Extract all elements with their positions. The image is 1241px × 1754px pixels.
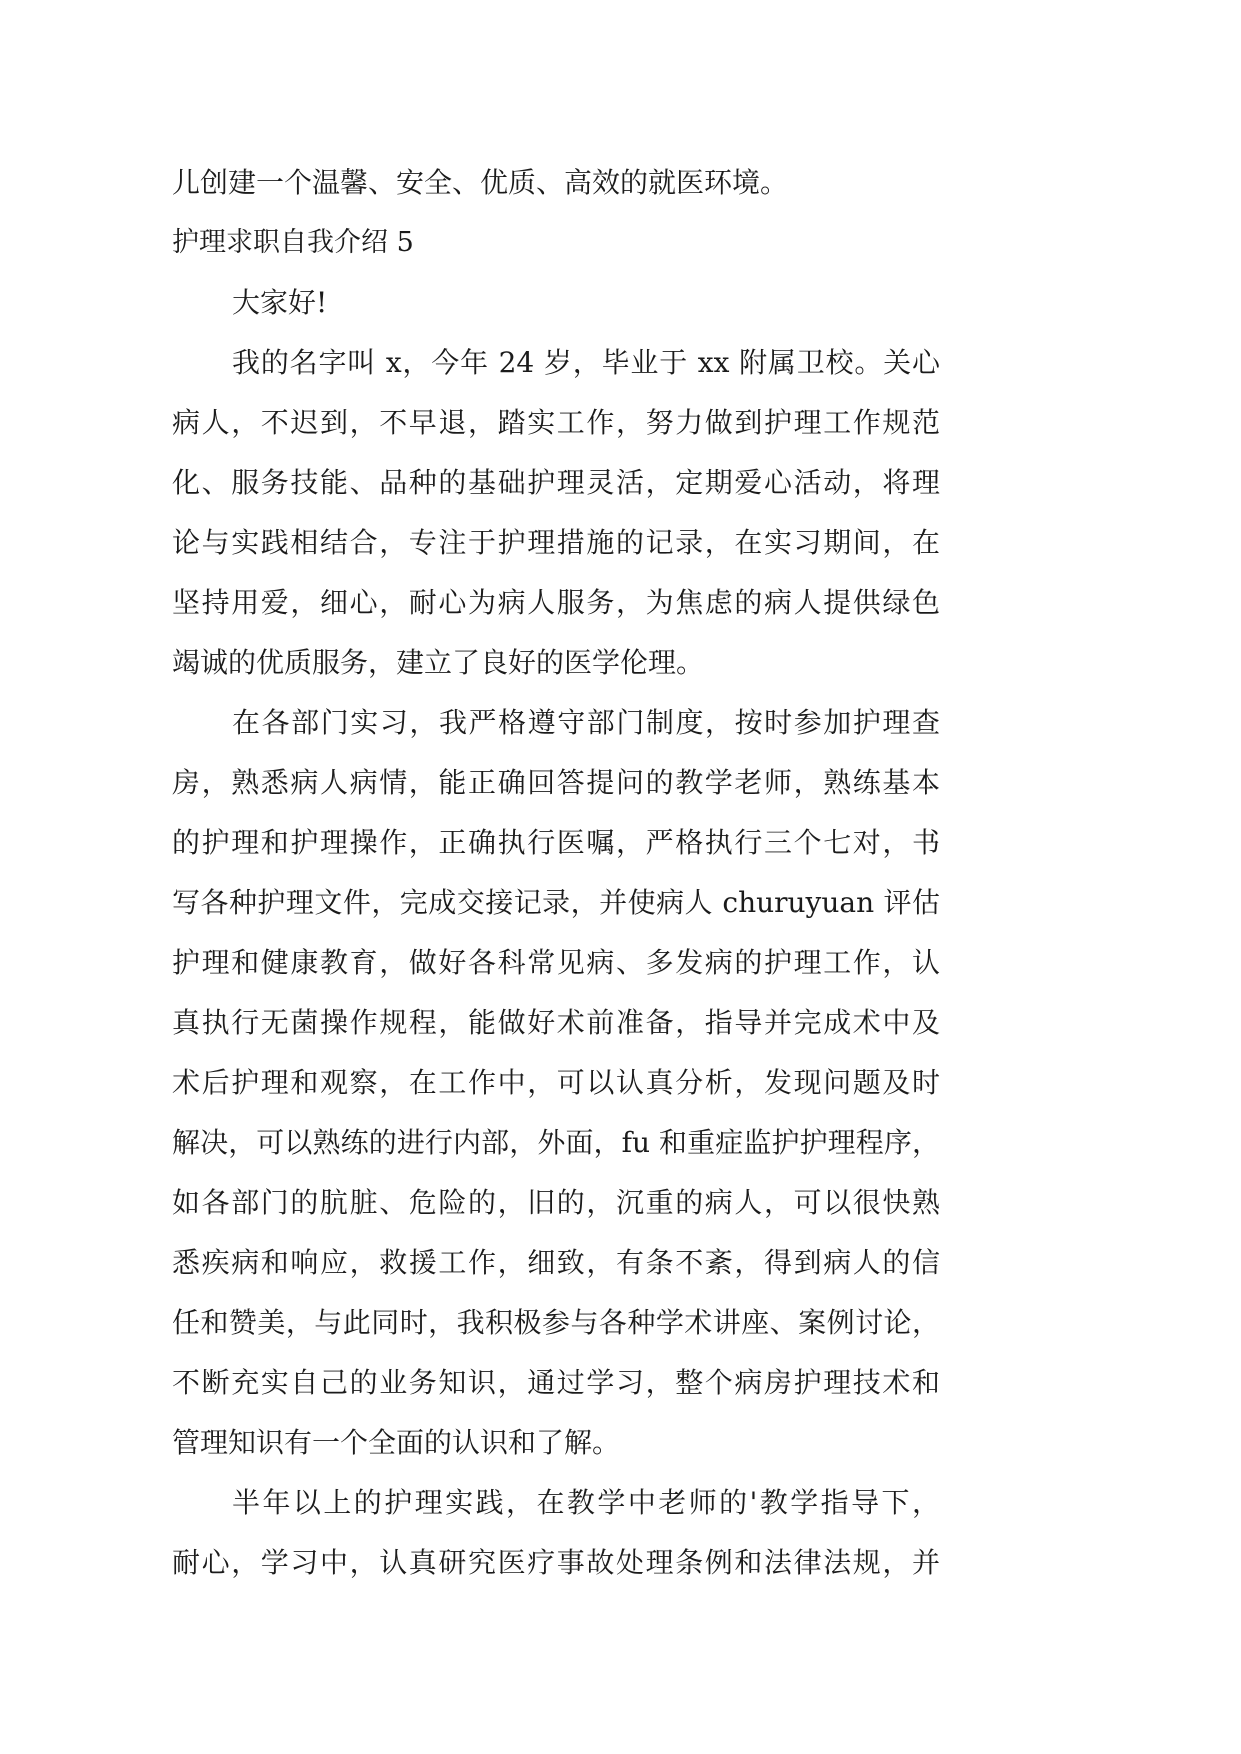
continued-paragraph-line: 儿创建一个温馨、安全、优质、高效的就医环境。 xyxy=(172,166,789,199)
paragraph-line: 在各部门实习，我严格遵守部门制度，按时参加护理查 xyxy=(232,706,940,739)
paragraph-line: 半年以上的护理实践，在教学中老师的'教学指导下， xyxy=(232,1486,940,1519)
paragraph-line: 悉疾病和响应，救援工作，细致，有条不紊，得到病人的信 xyxy=(172,1246,940,1279)
paragraph-line: 写各种护理文件，完成交接记录，并使病人 churuyuan 评估 xyxy=(172,886,940,919)
paragraph-line: 不断充实自己的业务知识，通过学习，整个病房护理技术和 xyxy=(172,1366,940,1399)
paragraph-line: 术后护理和观察，在工作中，可以认真分析，发现问题及时 xyxy=(172,1066,940,1099)
section-heading: 护理求职自我介绍 5 xyxy=(172,227,414,258)
paragraph-3 xyxy=(172,1473,940,1593)
paragraph-line: 房，熟悉病人病情，能正确回答提问的教学老师，熟练基本 xyxy=(172,766,940,799)
greeting: 大家好! xyxy=(232,286,328,319)
paragraph-2 xyxy=(172,693,940,1473)
paragraph-1 xyxy=(172,333,940,693)
paragraph-line: 护理和健康教育，做好各科常见病、多发病的护理工作，认 xyxy=(172,946,940,979)
paragraph-line: 竭诚的优质服务，建立了良好的医学伦理。 xyxy=(172,646,705,679)
paragraph-line: 耐心，学习中，认真研究医疗事故处理条例和法律法规，并 xyxy=(172,1546,940,1579)
paragraph-line: 如各部门的肮脏、危险的，旧的，沉重的病人，可以很快熟 xyxy=(172,1186,940,1219)
paragraph-line: 真执行无菌操作规程，能做好术前准备，指导并完成术中及 xyxy=(172,1006,940,1039)
paragraph-line: 任和赞美，与此同时，我积极参与各种学术讲座、案例讨论， xyxy=(172,1306,940,1339)
paragraph-line: 论与实践相结合，专注于护理措施的记录，在实习期间，在 xyxy=(172,526,940,559)
paragraph-line: 管理知识有一个全面的认识和了解。 xyxy=(172,1426,621,1459)
document-body xyxy=(172,153,940,1593)
paragraph-line: 我的名字叫 x，今年 24 岁，毕业于 xx 附属卫校。关心 xyxy=(232,346,940,379)
paragraph-line: 坚持用爱，细心，耐心为病人服务，为焦虑的病人提供绿色 xyxy=(172,586,940,619)
paragraph-line: 化、服务技能、品种的基础护理灵活，定期爱心活动，将理 xyxy=(172,466,940,499)
paragraph-line: 的护理和护理操作，正确执行医嘱，严格执行三个七对，书 xyxy=(172,826,940,859)
paragraph-line: 病人，不迟到，不早退，踏实工作，努力做到护理工作规范 xyxy=(172,406,940,439)
paragraph-line: 解决，可以熟练的进行内部，外面，fu 和重症监护护理程序， xyxy=(172,1126,940,1159)
